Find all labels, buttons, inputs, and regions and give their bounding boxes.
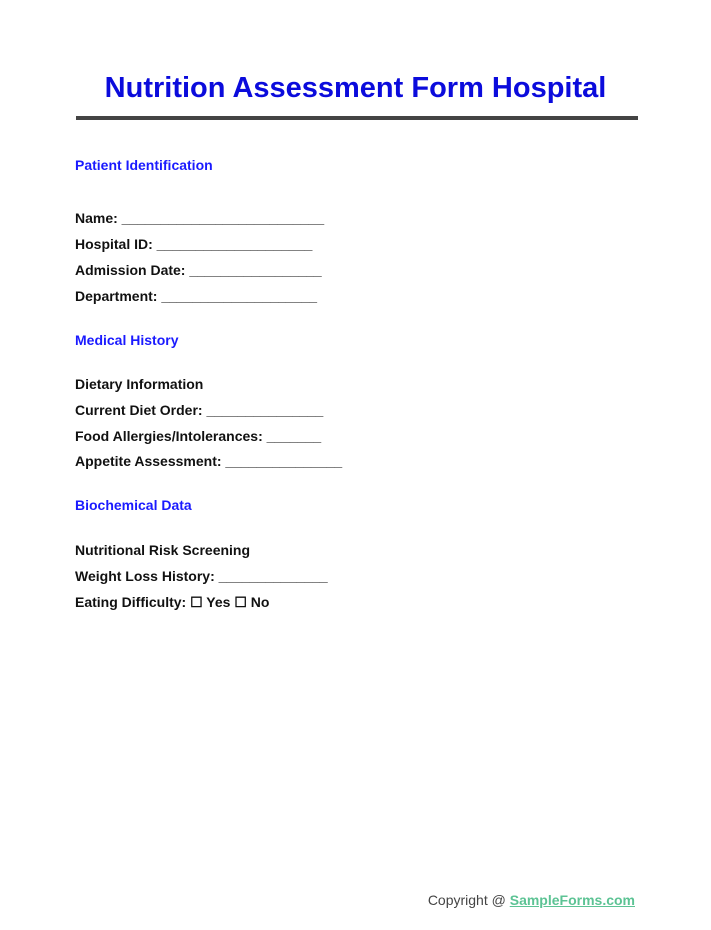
section-heading-patient-identification: Patient Identification [75,157,213,173]
footer-copyright [428,892,635,908]
copyright-text: Copyright @ [427,892,510,908]
field-eating-difficulty[interactable]: Eating Difficulty: ☐ Yes ☐ No [75,594,270,610]
sampleforms-link[interactable]: SampleForms.com [509,892,635,908]
label-nutritional-risk-screening: Nutritional Risk Screening [75,542,251,558]
field-current-diet-order[interactable]: Current Diet Order: _______________ [75,402,324,418]
label-dietary-information: Dietary Information [75,376,204,392]
field-department[interactable]: Department: ____________________ [75,288,318,304]
field-name[interactable]: Name: __________________________ [75,210,325,226]
field-hospital-id[interactable]: Hospital ID: ____________________ [75,236,313,252]
section-heading-biochemical-data: Biochemical Data [75,497,192,513]
field-food-allergies[interactable]: Food Allergies/Intolerances: _______ [75,428,322,444]
form-title: Nutrition Assessment Form Hospital [104,72,607,104]
title-divider [76,116,638,120]
section-heading-medical-history: Medical History [75,332,179,348]
field-admission-date[interactable]: Admission Date: _________________ [75,262,322,278]
field-appetite-assessment[interactable]: Appetite Assessment: _______________ [75,453,343,469]
field-weight-loss-history[interactable]: Weight Loss History: ______________ [75,568,328,584]
